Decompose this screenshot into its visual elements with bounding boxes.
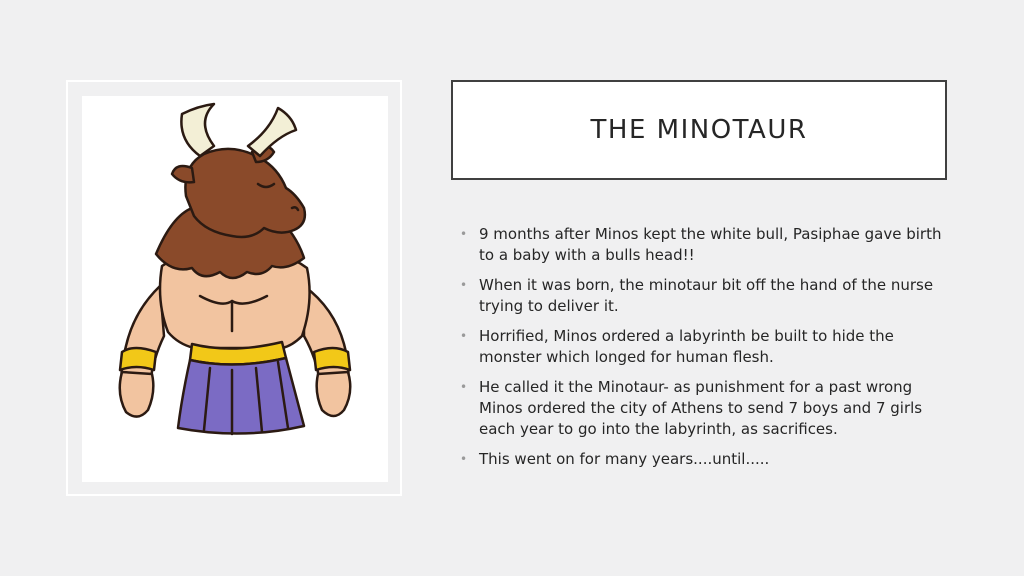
title-box: [451, 80, 947, 180]
list-item-text: Horrified, Minos ordered a labyrinth be built to hide the monster which longed for human flesh.: [479, 327, 894, 366]
list-item-text: This went on for many years....until.....: [479, 450, 770, 468]
bullet-icon: •: [460, 329, 468, 343]
minotaur-illustration-icon: [82, 96, 388, 482]
picture-frame: [66, 80, 402, 496]
bullet-icon: •: [460, 227, 468, 241]
bullet-icon: •: [460, 452, 468, 466]
list-item: [460, 275, 960, 317]
page-title: THE MINOTAUR: [590, 115, 808, 145]
list-item-text: When it was born, the minotaur bit off the hand of the nurse trying to deliver it.: [479, 276, 934, 315]
bullet-icon: •: [460, 380, 468, 394]
bullet-icon: •: [460, 278, 468, 292]
list-item: [460, 377, 960, 440]
bullet-list: [460, 224, 960, 479]
list-item-text: He called it the Minotaur- as punishment for a past wrong Minos ordered the city of Athens to send 7 boys and 7 girls each year to go into the labyrinth, as sacrifices.: [479, 378, 923, 438]
list-item: [460, 326, 960, 368]
list-item-text: 9 months after Minos kept the white bull, Pasiphae gave birth to a baby with a bulls head!!: [479, 225, 942, 264]
list-item: [460, 449, 960, 470]
list-item: [460, 224, 960, 266]
